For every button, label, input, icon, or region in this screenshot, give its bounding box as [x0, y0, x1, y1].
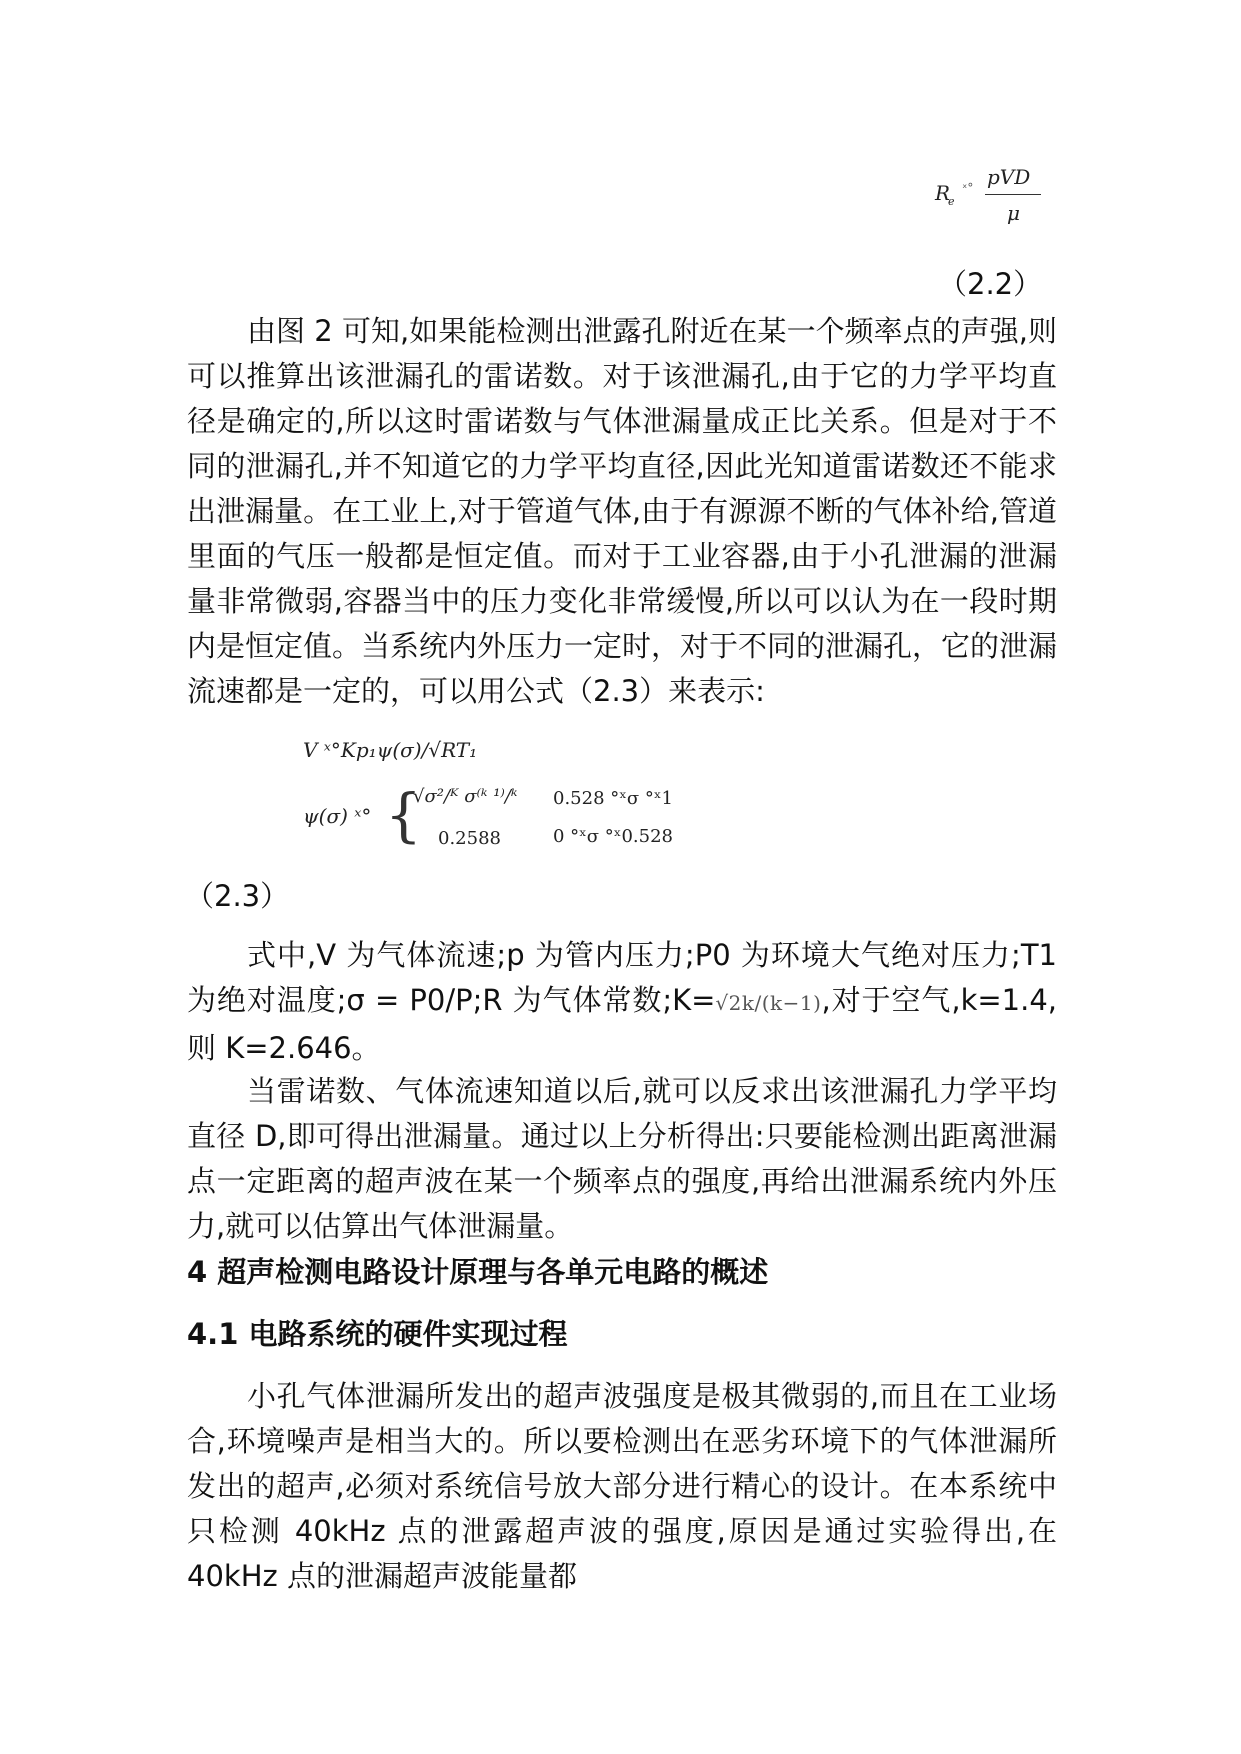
- eq-lhs-sub: e: [948, 195, 955, 208]
- paragraph-variables: [187, 933, 1057, 1071]
- k-formula: √2k/(k−1): [715, 991, 822, 1015]
- section-heading-4: 4 超声检测电路设计原理与各单元电路的概述: [187, 1255, 769, 1289]
- eq-case2-expr: 0.2588: [438, 828, 501, 849]
- equation-2-3: [303, 738, 723, 863]
- paragraph-leak-estimate: 当雷诺数、气体流速知道以后,就可以反求出该泄漏孔力学平均直径 D,即可得出泄漏量。通过以上分析得出:只要能检测出距离泄漏点一定距离的超声波在某一个频率点的强度,再给出泄漏系统内外压力,就可以估算出气体泄漏量。: [187, 1074, 1057, 1243]
- eq-velocity: V ˣ°Kp₁ψ(σ)/√RT₁: [303, 738, 478, 762]
- paragraph-reynolds: 由图 2 可知,如果能检测出泄露孔附近在某一个频率点的声强,则可以推算出该泄漏孔的雷诺数。对于该泄漏孔,由于它的力学平均直径是确定的,所以这时雷诺数与气体泄漏量成正比关系。但是对于不同的泄漏孔,并不知道它的力学平均直径,因此光知道雷诺数还不能求出泄漏量。在工业上,对于管道气体,由于有源源不断的气体补给,管道里面的气压一般都是恒定值。而对于工业容器,由于小孔泄漏的泄漏量非常微弱,容器当中的压力变化非常缓慢,所以可以认为在一段时期内是恒定值。当系统内外压力一定时，对于不同的泄漏孔，它的泄漏流速都是一定的，可以用公式（2.3）来表示:: [187, 314, 1058, 708]
- equation-number-2-3: （2.3）: [185, 879, 290, 913]
- eq-case2-cond: 0 °ˣσ °ˣ0.528: [553, 826, 673, 847]
- eq-relation-mark: ˣ°: [962, 181, 974, 195]
- eq-psi-lhs: ψ(σ) ˣ°: [303, 804, 372, 828]
- case-brace: {: [385, 781, 422, 849]
- variables-text-a: 式中,V 为气体流速;p 为管内压力;P0 为环境大气绝对压力;T1 为绝对温度;σ = P0/P;R 为气体常数;K=: [187, 938, 1057, 1017]
- fraction-bar: [985, 194, 1041, 195]
- paragraph-hardware: 小孔气体泄漏所发出的超声波强度是极其微弱的,而且在工业场合,环境噪声是相当大的。所以要检测出在恶劣环境下的气体泄漏所发出的超声,必须对系统信号放大部分进行精心的设计。在本系统中只检测 40kHz 点的泄露超声波的强度,原因是通过实验得出,在 40kHz 点的泄漏超声波能量都: [187, 1379, 1057, 1593]
- equation-2-2: [935, 165, 1045, 235]
- eq-lhs: R: [935, 181, 951, 205]
- equation-number-2-2: （2.2）: [938, 267, 1043, 301]
- eq-case1-cond: 0.528 °ˣσ °ˣ1: [553, 788, 673, 809]
- eq-case1-expr: √σ²/ᴷ σ⁽ᵏ ¹⁾/ᵏ: [413, 786, 518, 807]
- variables-text-b: ,对于空气,k=1.4,则 K=2.646。: [187, 983, 1057, 1065]
- eq-numerator: pVD: [987, 165, 1031, 189]
- section-heading-4-1: 4.1 电路系统的硬件实现过程: [187, 1317, 568, 1351]
- eq-denominator: μ: [1007, 201, 1020, 225]
